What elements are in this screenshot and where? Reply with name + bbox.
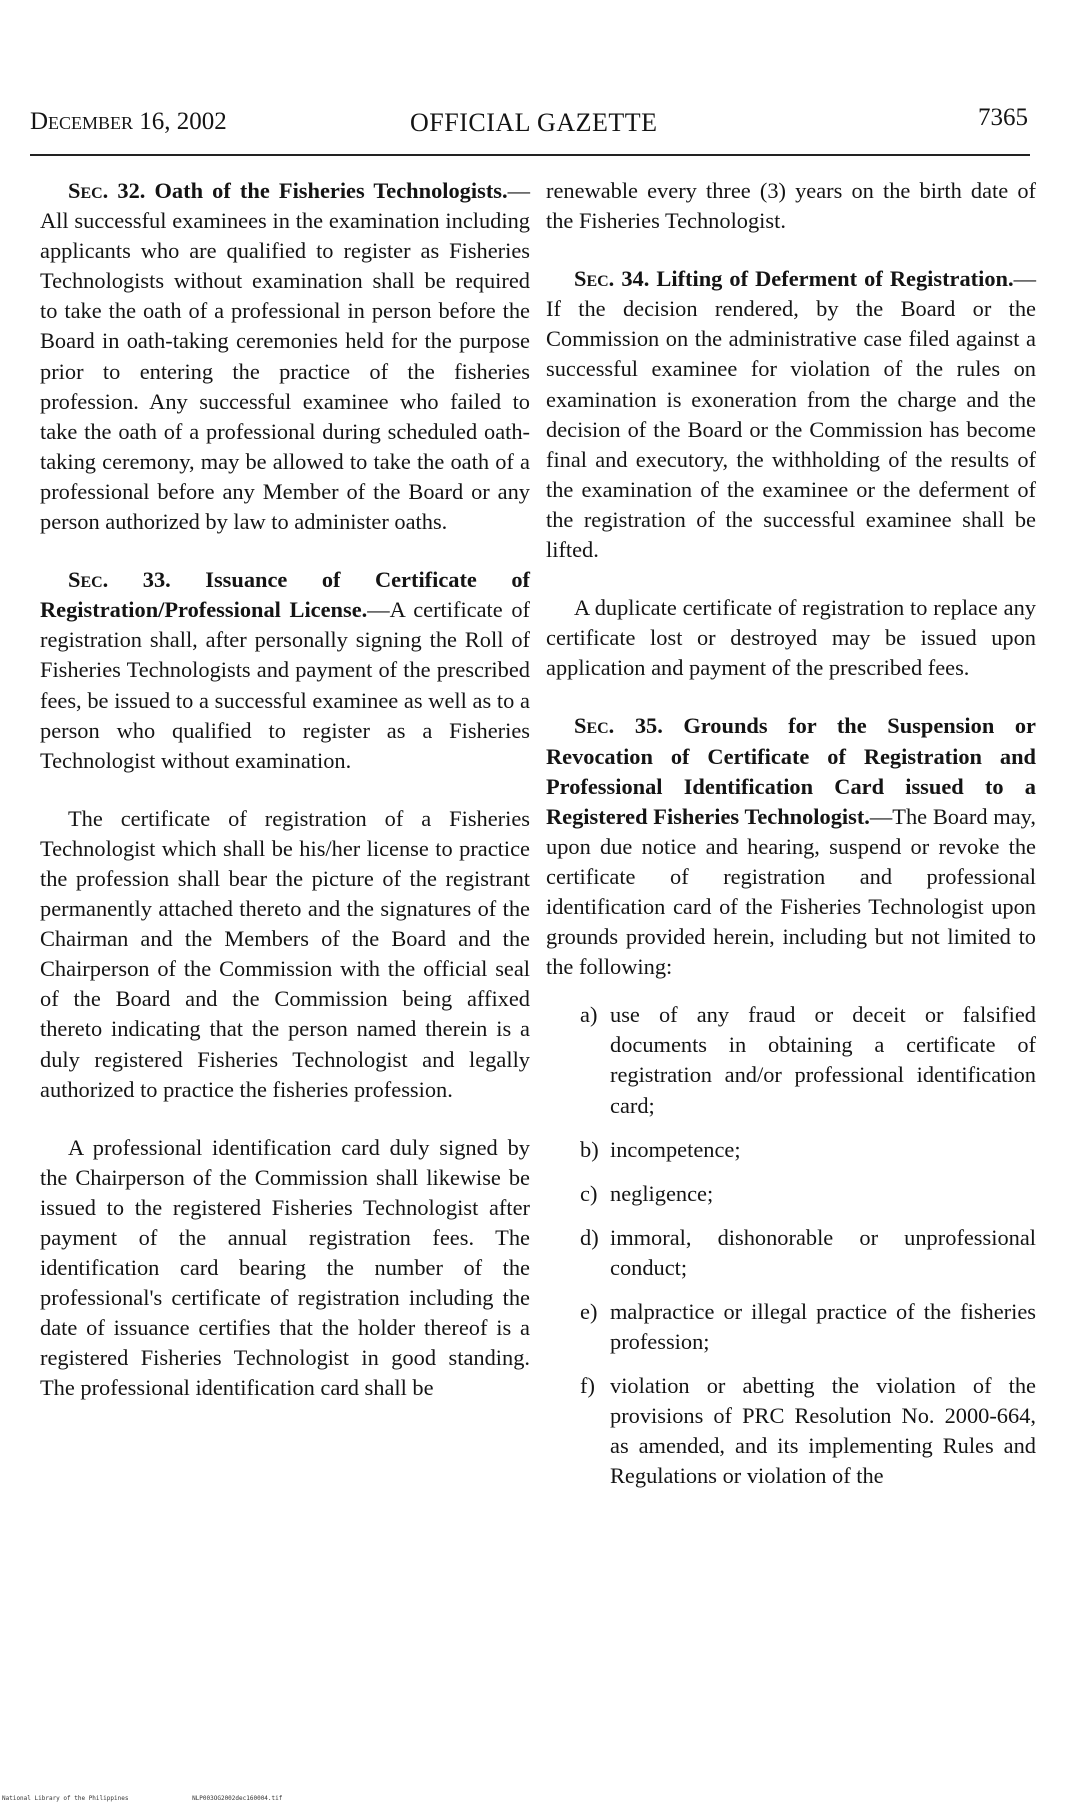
section-34-number: Sec. 34. — [574, 266, 650, 292]
list-item-text: immoral, dishonorable or unprofessional conduct; — [610, 1224, 1036, 1280]
section-34-title: Lifting of Deferment of Registration. — [656, 266, 1014, 292]
list-item-label: d) — [580, 1224, 599, 1250]
list-item-label: b) — [580, 1136, 599, 1162]
footer-file: NLP003OG2002dec160004.tif — [192, 1795, 283, 1802]
list-item — [580, 1179, 1036, 1209]
section-33 — [40, 565, 530, 776]
section-32-number: Sec. 32. — [68, 178, 146, 203]
list-item-label: a) — [580, 1002, 598, 1028]
list-item-text: violation or abetting the violation of the provisions of PRC Resolution No. 2000-664, as amended, and its implementing Rules and Regulations or violation of the — [610, 1373, 1036, 1489]
list-item — [580, 1135, 1036, 1165]
list-item-text: use of any fraud or deceit or falsified documents in obtaining a certificate of registration and/or professional identification card; — [610, 1002, 1036, 1118]
section-35 — [546, 711, 1036, 982]
section-32-body: —All successful examinees in the examination including applicants who are qualified to register as Fisheries Technologists without examination shall be required to take the oath of a professional in person before the Board in oath-taking ceremonies held for the purpose prior to entering the practice of the fisheries profession. Any successful examinee who failed to take the oath of a professional during scheduled oath-taking ceremony, may be allowed to take the oath of a professional before any Member of the Board or any person authorized by law to administer oaths. — [40, 178, 530, 535]
header-page-number: 7365 — [978, 104, 1028, 131]
section-34-paragraph-2: A duplicate certificate of registration to replace any certificate lost or destroyed may be issued upon application and payment of the prescribed fees. — [546, 595, 1036, 681]
list-item — [580, 1297, 1036, 1357]
section-32 — [40, 176, 530, 537]
footer-library: National Library of the Philippines — [2, 1795, 129, 1802]
list-item — [580, 1371, 1036, 1491]
right-column — [546, 176, 1036, 1506]
left-column — [40, 176, 530, 1432]
header-title: OFFICIAL GAZETTE — [410, 108, 658, 137]
section-34 — [546, 264, 1036, 565]
section-33-continuation: renewable every three (3) years on the birth date of the Fisheries Technologist. — [546, 178, 1036, 234]
section-34-body: —If the decision rendered, by the Board or the Commission on the administrative case filed against a successful examinee for violation of the rules on examination is exoneration from the charge and the decision of the Board or the Commission has become final and executory, the withholding of the results of the examination of the examinee or the deferment of the registration of the successful examinee shall be lifted. — [546, 266, 1036, 563]
section-35-number: Sec. 35. — [574, 713, 663, 739]
list-item-label: c) — [580, 1180, 598, 1206]
section-33-title: Issuance of Certificate of Registration/Professional License. — [40, 567, 530, 623]
section-33-body: —A certificate of registration shall, after personally signing the Roll of Fisheries Technologists and payment of the prescribed fees, be issued to a successful examinee as well as to a person who qualified to register as a Fisheries Technologist without examination. — [40, 597, 530, 773]
section-33-paragraph-3: A professional identification card duly signed by the Chairperson of the Commission shall likewise be issued to the registered Fisheries Technologist after payment of the annual registration fees. The identification card bearing the number of the professional's certificate of registration including the date of issuance certifies that the holder thereof is a registered Fisheries Technologist in good standing. The professional identification card shall be — [40, 1134, 530, 1401]
header-rule — [30, 154, 1030, 156]
section-33-paragraph-2: The certificate of registration of a Fisheries Technologist which shall be his/her license to practice the profession shall bear the picture of the registrant permanently attached thereto and the signatures of the Chairman and the Members of the Board and the Chairperson of the Commission with the official seal of the Board and the Commission being affixed thereto indicating that the person named therein is a duly registered Fisheries Technologist and legally authorized to practice the fisheries profession. — [40, 805, 530, 1102]
list-item-label: f) — [580, 1373, 595, 1399]
section-33-number: Sec. 33. — [68, 567, 171, 593]
list-item-label: e) — [580, 1299, 598, 1324]
list-item — [580, 1000, 1036, 1120]
list-item-text: negligence; — [610, 1180, 714, 1206]
grounds-list — [580, 1000, 1036, 1491]
section-35-body: —The Board may, upon due notice and hearing, suspend or revoke the certificate of registration and professional identification card of the Fisheries Technologist upon grounds provided herein, including but not limited to the following: — [546, 803, 1036, 980]
section-35-title: Grounds for the Suspension or Revocation of Certificate of Registration and Professional Identification Card issued to a Registered Fisheries Technologist. — [546, 713, 1036, 829]
list-item-text: malpractice or illegal practice of the fisheries profession; — [610, 1299, 1036, 1355]
page-header — [30, 104, 1028, 148]
scan-footer — [2, 1795, 342, 1802]
list-item — [580, 1223, 1036, 1283]
list-item-text: incompetence; — [610, 1136, 741, 1162]
header-date: December 16, 2002 — [30, 108, 227, 135]
section-32-title: Oath of the Fisheries Technologists. — [154, 178, 508, 203]
